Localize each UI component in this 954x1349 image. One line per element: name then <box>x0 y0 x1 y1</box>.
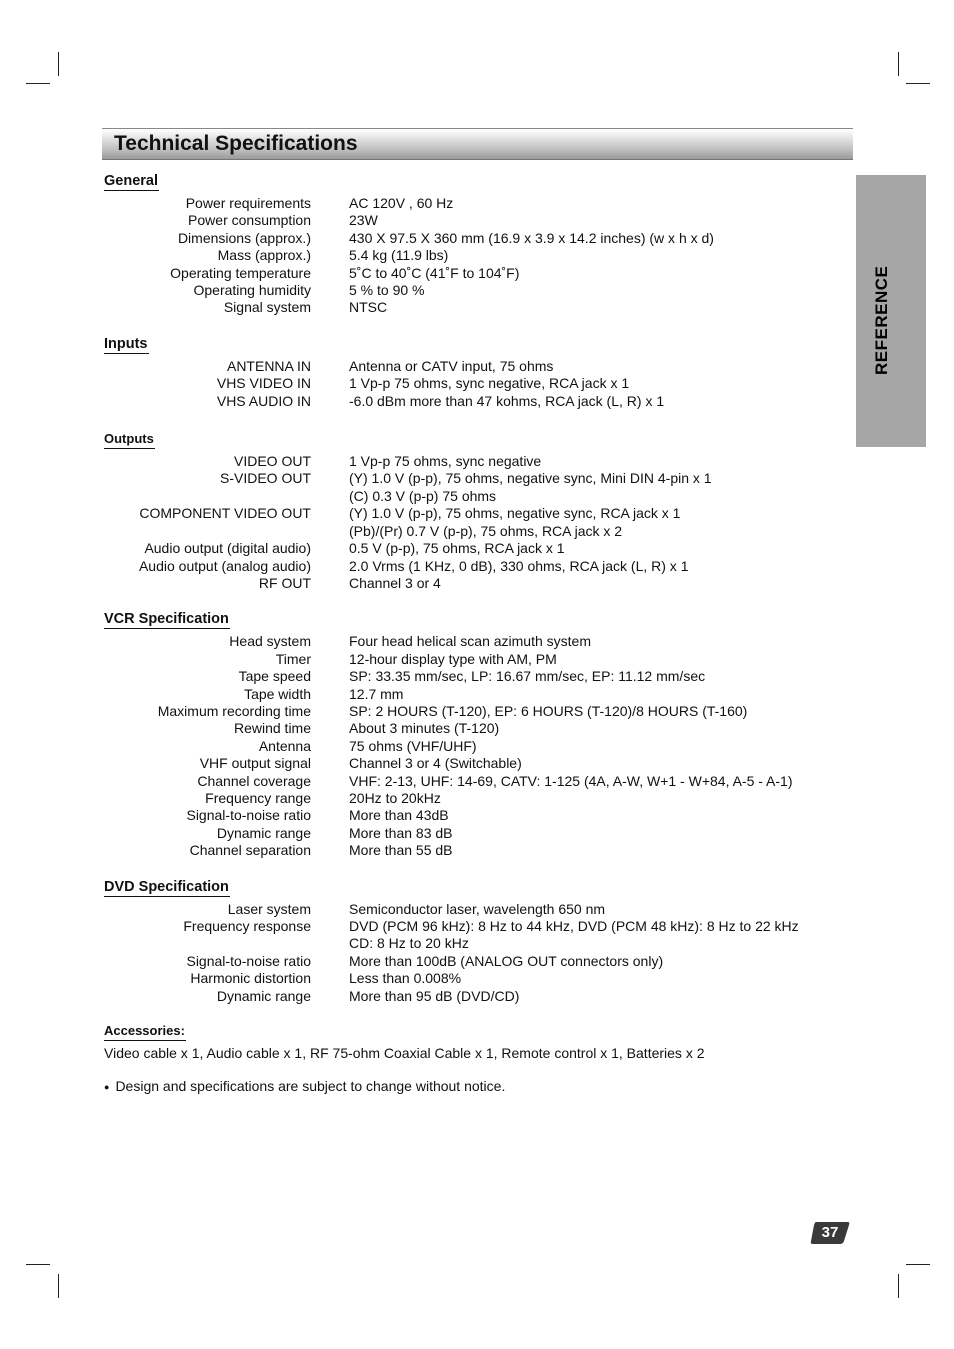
spec-label: Power requirements <box>185 195 311 211</box>
spec-label: ANTENNA IN <box>226 357 311 374</box>
spec-label: Dimensions (approx.) <box>177 229 311 246</box>
spec-row <box>104 265 834 282</box>
spec-value: 5˚C to 40˚C (41˚F to 104˚F) <box>349 264 520 281</box>
spec-value: Semiconductor laser, wavelength 650 nm <box>349 900 606 917</box>
spec-label: S-VIDEO OUT <box>219 470 311 487</box>
spec-label: Audio output (analog audio) <box>138 557 311 574</box>
spec-value: 5.4 kg (11.9 lbs) <box>349 247 449 264</box>
spec-row <box>104 918 834 935</box>
spec-label: Laser system <box>227 900 311 917</box>
spec-row <box>104 738 834 755</box>
spec-value: About 3 minutes (T-120) <box>349 720 500 737</box>
spec-row <box>104 299 834 316</box>
spec-value: -6.0 dBm more than 47 kohms, RCA jack (L, R) x 1 <box>349 392 665 409</box>
spec-row <box>104 668 834 685</box>
spec-label: Antenna <box>258 737 311 754</box>
spec-value: Channel 3 or 4 <box>349 574 441 591</box>
page-number: 37 <box>821 1224 839 1241</box>
spec-row <box>104 453 834 470</box>
crop-mark <box>26 83 50 84</box>
spec-row <box>104 488 834 505</box>
section-heading: Outputs <box>104 430 155 449</box>
section-accessories <box>104 1022 834 1062</box>
spec-row <box>104 807 834 824</box>
spec-value: 1 Vp-p 75 ohms, sync negative, RCA jack x 1 <box>349 375 630 392</box>
spec-row <box>104 790 834 807</box>
crop-mark <box>26 1264 50 1265</box>
spec-label: VHS VIDEO IN <box>216 375 311 392</box>
spec-value: More than 55 dB <box>349 842 453 859</box>
spec-rows <box>104 901 834 1005</box>
spec-row <box>104 282 834 299</box>
spec-label: Head system <box>229 633 311 650</box>
spec-row <box>104 651 834 668</box>
spec-value: 12.7 mm <box>349 685 404 702</box>
page-number-badge <box>810 1221 850 1245</box>
spec-content <box>104 172 834 1096</box>
spec-value: SP: 2 HOURS (T-120), EP: 6 HOURS (T-120)/8 HOURS (T-160) <box>349 702 748 719</box>
spec-label: Frequency response <box>183 918 311 934</box>
spec-value: Less than 0.008% <box>349 970 462 987</box>
spec-row <box>104 230 834 247</box>
section-general <box>104 172 834 317</box>
spec-row <box>104 633 834 650</box>
spec-label: Channel separation <box>189 842 311 859</box>
bullet-icon: ● <box>104 1082 110 1093</box>
spec-label: Operating humidity <box>193 282 311 299</box>
title-bar <box>102 128 853 160</box>
spec-value: (Y) 1.0 V (p-p), 75 ohms, negative sync, Mini DIN 4-pin x 1 <box>349 470 712 487</box>
spec-label: COMPONENT VIDEO OUT <box>139 505 311 522</box>
spec-label: Power consumption <box>188 212 311 229</box>
section-heading: General <box>104 173 158 189</box>
spec-value: NTSC <box>349 299 388 316</box>
section-inputs <box>104 335 834 410</box>
disclaimer-note <box>104 1078 834 1095</box>
spec-row <box>104 773 834 790</box>
reference-side-tab <box>856 175 926 447</box>
crop-mark <box>58 1274 59 1298</box>
spec-value: 430 X 97.5 X 360 mm (16.9 x 3.9 x 14.2 inches) (w x h x d) <box>349 229 714 246</box>
spec-row <box>104 540 834 557</box>
spec-value: Channel 3 or 4 (Switchable) <box>349 755 522 772</box>
spec-label: Rewind time <box>233 720 311 737</box>
section-dvd <box>104 878 834 1005</box>
spec-label: Operating temperature <box>170 264 311 281</box>
spec-row <box>104 247 834 264</box>
section-heading: Inputs <box>104 335 148 352</box>
spec-label: Channel coverage <box>197 772 311 789</box>
crop-mark <box>906 83 930 84</box>
crop-mark <box>898 1274 899 1298</box>
spec-value: AC 120V , 60 Hz <box>349 195 454 211</box>
page-title: Technical Specifications <box>114 132 358 155</box>
spec-label: Timer <box>275 650 311 667</box>
spec-row <box>104 842 834 859</box>
spec-row <box>104 195 834 212</box>
spec-label: Mass (approx.) <box>217 247 311 264</box>
spec-row <box>104 523 834 540</box>
spec-value: 12-hour display type with AM, PM <box>349 650 557 667</box>
spec-value: 75 ohms (VHF/UHF) <box>349 737 477 754</box>
spec-row <box>104 575 834 592</box>
spec-value: SP: 33.35 mm/sec, LP: 16.67 mm/sec, EP: 11.12 mm/sec <box>349 668 706 685</box>
spec-value: Antenna or CATV input, 75 ohms <box>349 357 554 374</box>
spec-row <box>104 358 834 375</box>
spec-label <box>104 523 311 540</box>
spec-value: 2.0 Vrms (1 KHz, 0 dB), 330 ohms, RCA jack (L, R) x 1 <box>349 557 689 574</box>
spec-row <box>104 935 834 952</box>
spec-value: 1 Vp-p 75 ohms, sync negative <box>349 453 542 470</box>
spec-value: CD: 8 Hz to 20 kHz <box>349 935 469 952</box>
spec-label: Audio output (digital audio) <box>144 540 311 557</box>
spec-label: Dynamic range <box>216 987 311 1004</box>
spec-row <box>104 686 834 703</box>
spec-rows <box>104 358 834 410</box>
spec-label: Dynamic range <box>216 824 311 841</box>
crop-mark <box>906 1264 930 1265</box>
spec-row <box>104 212 834 229</box>
spec-value: Four head helical scan azimuth system <box>349 633 591 650</box>
spec-value: More than 43dB <box>349 807 449 824</box>
note-text: Design and specifications are subject to change without notice. <box>115 1078 506 1095</box>
spec-row <box>104 953 834 970</box>
spec-label: Tape width <box>244 685 311 702</box>
section-heading: DVD Specification <box>104 878 229 895</box>
side-tab-label: REFERENCE <box>872 265 891 375</box>
spec-row <box>104 375 834 392</box>
spec-row <box>104 505 834 522</box>
section-heading: Accessories: <box>104 1022 186 1041</box>
spec-row <box>104 988 834 1005</box>
spec-rows <box>104 453 834 592</box>
spec-label: Tape speed <box>238 668 311 685</box>
spec-row <box>104 558 834 575</box>
spec-row <box>104 755 834 772</box>
spec-label: Signal system <box>223 299 311 316</box>
spec-value: More than 100dB (ANALOG OUT connectors only) <box>349 952 664 969</box>
accessories-text: Video cable x 1, Audio cable x 1, RF 75-ohm Coaxial Cable x 1, Remote control x 1, Batteries x 2 <box>104 1045 705 1062</box>
spec-row <box>104 901 834 918</box>
spec-value: VHF: 2-13, UHF: 14-69, CATV: 1-125 (4A, A-W, W+1 - W+84, A-5 - A-1) <box>349 772 793 789</box>
spec-value: (Pb)/(Pr) 0.7 V (p-p), 75 ohms, RCA jack x 2 <box>349 522 623 539</box>
spec-label <box>104 935 311 952</box>
spec-value: (Y) 1.0 V (p-p), 75 ohms, negative sync, RCA jack x 1 <box>349 505 681 522</box>
spec-value: More than 95 dB (DVD/CD) <box>349 987 520 1004</box>
spec-row <box>104 720 834 737</box>
spec-label: Frequency range <box>205 789 311 806</box>
spec-row <box>104 703 834 720</box>
spec-label: VHF output signal <box>199 755 311 772</box>
spec-label: VHS AUDIO IN <box>216 392 311 409</box>
spec-row <box>104 470 834 487</box>
crop-mark <box>898 52 899 76</box>
section-heading: VCR Specification <box>104 611 229 628</box>
spec-label: RF OUT <box>258 574 311 591</box>
spec-value: DVD (PCM 96 kHz): 8 Hz to 44 kHz, DVD (PCM 48 kHz): 8 Hz to 22 kHz <box>349 918 799 934</box>
spec-label <box>104 488 311 505</box>
spec-row <box>104 393 834 410</box>
spec-value: More than 83 dB <box>349 824 453 841</box>
spec-value: (C) 0.3 V (p-p) 75 ohms <box>349 487 497 504</box>
section-vcr <box>104 610 834 859</box>
spec-value: 0.5 V (p-p), 75 ohms, RCA jack x 1 <box>349 540 565 557</box>
spec-label: Signal-to-noise ratio <box>186 952 311 969</box>
spec-label: Harmonic distortion <box>190 970 311 987</box>
spec-rows <box>104 633 834 859</box>
spec-rows <box>104 195 834 317</box>
spec-value: 20Hz to 20kHz <box>349 789 441 806</box>
spec-row <box>104 970 834 987</box>
spec-value: 23W <box>349 212 378 229</box>
spec-label: Signal-to-noise ratio <box>186 807 311 824</box>
spec-row <box>104 825 834 842</box>
spec-label: VIDEO OUT <box>233 453 311 470</box>
section-outputs <box>104 430 834 592</box>
spec-label: Maximum recording time <box>157 702 311 719</box>
spec-value: 5 % to 90 % <box>349 282 425 299</box>
crop-mark <box>58 52 59 76</box>
